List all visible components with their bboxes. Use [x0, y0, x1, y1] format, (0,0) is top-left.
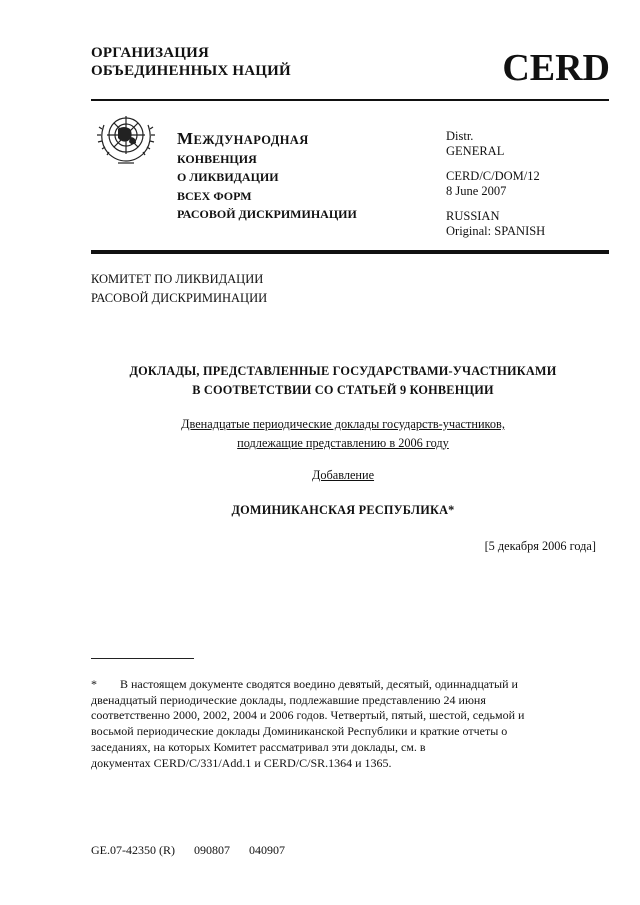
- un-emblem-icon: [94, 111, 158, 167]
- job-number: [91, 843, 301, 858]
- committee-line-2: РАСОВОЙ ДИСКРИМИНАЦИИ: [91, 290, 268, 305]
- convention-line-2: КОНВЕНЦИЯ: [177, 151, 257, 166]
- convention-line-3: О ЛИКВИДАЦИИ: [177, 170, 279, 184]
- org-line-1: ОРГАНИЗАЦИЯ: [91, 45, 210, 61]
- header-divider: [91, 99, 609, 101]
- subtitle-line-2: подлежащие представлению в 2006 году: [237, 435, 449, 450]
- document-series-symbol: CERD: [502, 47, 610, 89]
- convention-line-5: РАСОВОЙ ДИСКРИМИНАЦИИ: [177, 207, 357, 221]
- committee-name: [91, 270, 267, 307]
- footnote: [91, 677, 581, 771]
- original-language: Original: SPANISH: [446, 223, 546, 238]
- footnote-line-1: В настоящем документе сводятся воедино девятый, десятый, одиннадцатый и: [120, 677, 518, 691]
- convention-line-4: ВСЕХ ФОРМ: [177, 188, 252, 203]
- organization-name: [91, 44, 291, 80]
- report-date: [5 декабря 2006 года]: [484, 539, 596, 553]
- title-line-2: В СООТВЕТСТВИИ СО СТАТЬЕЙ 9 КОНВЕНЦИИ: [192, 382, 494, 397]
- title-line-1: ДОКЛАДЫ, ПРЕДСТАВЛЕННЫЕ ГОСУДАРСТВАМИ-УЧАСТНИКАМИ: [129, 364, 557, 378]
- footnote-line-3: соответственно 2000, 2002, 2004 и 2006 годов. Четвертый, пятый, шестой, седьмой и: [91, 708, 525, 723]
- issue-date: 8 June 2007: [446, 183, 507, 198]
- distribution-block: [446, 129, 545, 238]
- document-subtitle: [0, 415, 640, 452]
- footnote-line-2: двенадцатый периодические доклады, подлежавшие представлению 24 июня: [91, 692, 486, 707]
- footnote-marker: *: [91, 677, 97, 691]
- subtitle-line-1: Двенадцатые периодические доклады государств-участников,: [181, 417, 505, 431]
- convention-title: [177, 130, 357, 224]
- convention-line-1: МЕЖДУНАРОДНАЯ: [177, 129, 309, 148]
- document-title: [0, 362, 640, 399]
- committee-line-1: КОМИТЕТ ПО ЛИКВИДАЦИИ: [91, 272, 264, 286]
- country-name: ДОМИНИКАНСКАЯ РЕСПУБЛИКА*: [231, 503, 455, 517]
- org-line-2: ОБЪЕДИНЕННЫХ НАЦИЙ: [91, 63, 291, 79]
- addendum-label: Добавление: [311, 468, 375, 482]
- distr-type: GENERAL: [446, 143, 505, 158]
- masthead-divider: [91, 250, 609, 254]
- footnote-line-6: документах CERD/C/331/Add.1 и CERD/C/SR.1364 и 1365.: [91, 755, 392, 770]
- footnote-line-4: восьмой периодические доклады Доминиканской Республики и краткие отчеты о: [91, 724, 508, 739]
- distr-label: Distr.: [446, 129, 474, 143]
- footnote-divider: [91, 658, 194, 659]
- footnote-line-5: заседаниях, на которых Комитет рассматривал эти доклады, см. в: [91, 739, 426, 754]
- job-date-1: 090807: [194, 843, 230, 857]
- job-date-2: 040907: [249, 843, 285, 857]
- language: RUSSIAN: [446, 209, 500, 223]
- job-code: GE.07-42350 (R): [91, 843, 175, 857]
- doc-symbol: CERD/C/DOM/12: [446, 169, 540, 183]
